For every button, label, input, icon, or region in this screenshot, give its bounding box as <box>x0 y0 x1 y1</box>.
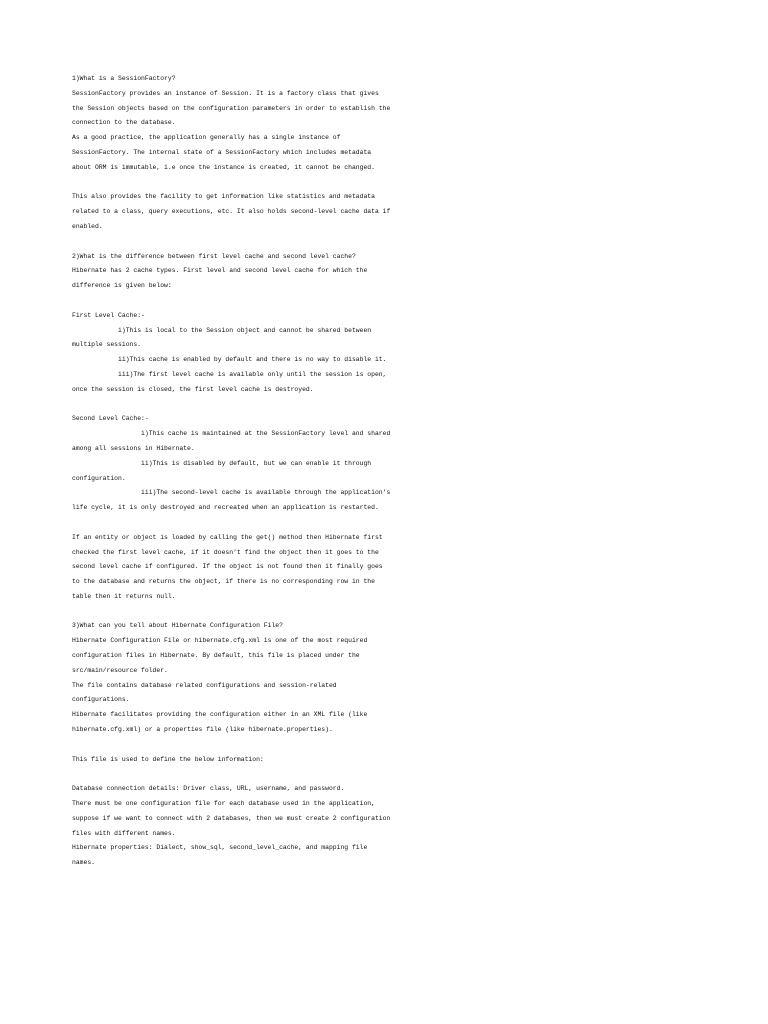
text-line: second level cache if configured. If the object is not found then it finally goes <box>72 563 383 571</box>
text-line: suppose if we want to connect with 2 databases, then we must create 2 configuration <box>72 814 391 822</box>
text-line: The file contains database related configurations and session-related <box>72 681 337 689</box>
text-line: 3)What can you tell about Hibernate Configuration File? <box>72 622 283 630</box>
text-line: This file is used to define the below information: <box>72 755 264 763</box>
text-line: 2)What is the difference between first level cache and second level cache? <box>72 252 356 260</box>
text-line: the Session objects based on the configuration parameters in order to establish the <box>72 104 391 112</box>
text-line: SessionFactory provides an instance of Session. It is a factory class that gives <box>72 89 379 97</box>
text-line: This also provides the facility to get information like statistics and metadata <box>72 193 375 201</box>
text-line: There must be one configuration file for each database used in the application, <box>72 800 375 808</box>
text-line <box>72 294 712 309</box>
text-line: configuration files in Hibernate. By default, this file is placed under the <box>72 652 360 660</box>
text-line: Hibernate properties: Dialect, show_sql, second_level_cache, and mapping file <box>72 844 368 852</box>
text-line: life cycle, it is only destroyed and recreated when an application is restarted. <box>72 504 379 512</box>
text-line: checked the first level cache, if it doesn’t find the object then it goes to the <box>72 548 379 556</box>
text-line: Database connection details: Driver class, URL, username, and password. <box>72 785 345 793</box>
document-body <box>72 72 712 871</box>
text-line: names. <box>72 859 96 867</box>
text-line <box>72 516 712 531</box>
text-line: to the database and returns the object, if there is no corresponding row in the <box>72 578 375 586</box>
text-line: ii)This cache is enabled by default and there is no way to disable it. <box>72 356 387 364</box>
text-line <box>72 605 712 620</box>
text-line: configurations. <box>72 696 130 704</box>
text-line: difference is given below: <box>72 282 172 290</box>
text-line: i)This cache is maintained at the SessionFactory level and shared <box>72 430 391 438</box>
text-line: SessionFactory. The internal state of a SessionFactory which includes metadata <box>72 148 372 156</box>
text-line: connection to the database. <box>72 119 176 127</box>
text-line <box>72 738 712 753</box>
text-line: As a good practice, the application generally has a single instance of <box>72 134 341 142</box>
text-line <box>72 176 712 191</box>
text-line: 1)What is a SessionFactory? <box>72 75 176 82</box>
text-line: ii)This is disabled by default, but we can enable it through <box>72 459 372 467</box>
text-line: configuration. <box>72 474 126 482</box>
text-line: related to a class, query executions, etc. It also holds second-level cache data if <box>72 208 391 216</box>
text-line <box>72 767 712 782</box>
text-line: iii)The first level cache is available only until the session is open, <box>72 370 387 378</box>
text-line: Hibernate facilitates providing the configuration either in an XML file (like <box>72 711 368 719</box>
text-line: src/main/resource folder. <box>72 666 168 674</box>
text-line <box>72 235 712 250</box>
text-line: table then it returns null. <box>72 592 176 600</box>
text-line: files with different names. <box>72 829 176 837</box>
text-line: about ORM is immutable, i.e once the instance is created, it cannot be changed. <box>72 163 375 171</box>
text-line: Second Level Cache:- <box>72 415 149 423</box>
text-line: Hibernate Configuration File or hibernate.cfg.xml is one of the most required <box>72 637 368 645</box>
text-line: If an entity or object is loaded by calling the get() method then Hibernate first <box>72 533 383 541</box>
text-line: multiple sessions. <box>72 341 142 349</box>
text-line: enabled. <box>72 222 103 230</box>
text-line: once the session is closed, the first level cache is destroyed. <box>72 385 314 393</box>
text-line: Hibernate has 2 cache types. First level and second level cache for which the <box>72 267 368 275</box>
text-line <box>72 398 712 413</box>
text-line: i)This is local to the Session object and cannot be shared between <box>72 326 372 334</box>
text-line: First Level Cache:- <box>72 311 145 319</box>
text-line: hibernate.cfg.xml) or a properties file (like hibernate.properties). <box>72 726 333 734</box>
text-line: iii)The second-level cache is available through the application’s <box>72 489 391 497</box>
text-line: among all sessions in Hibernate. <box>72 444 195 452</box>
